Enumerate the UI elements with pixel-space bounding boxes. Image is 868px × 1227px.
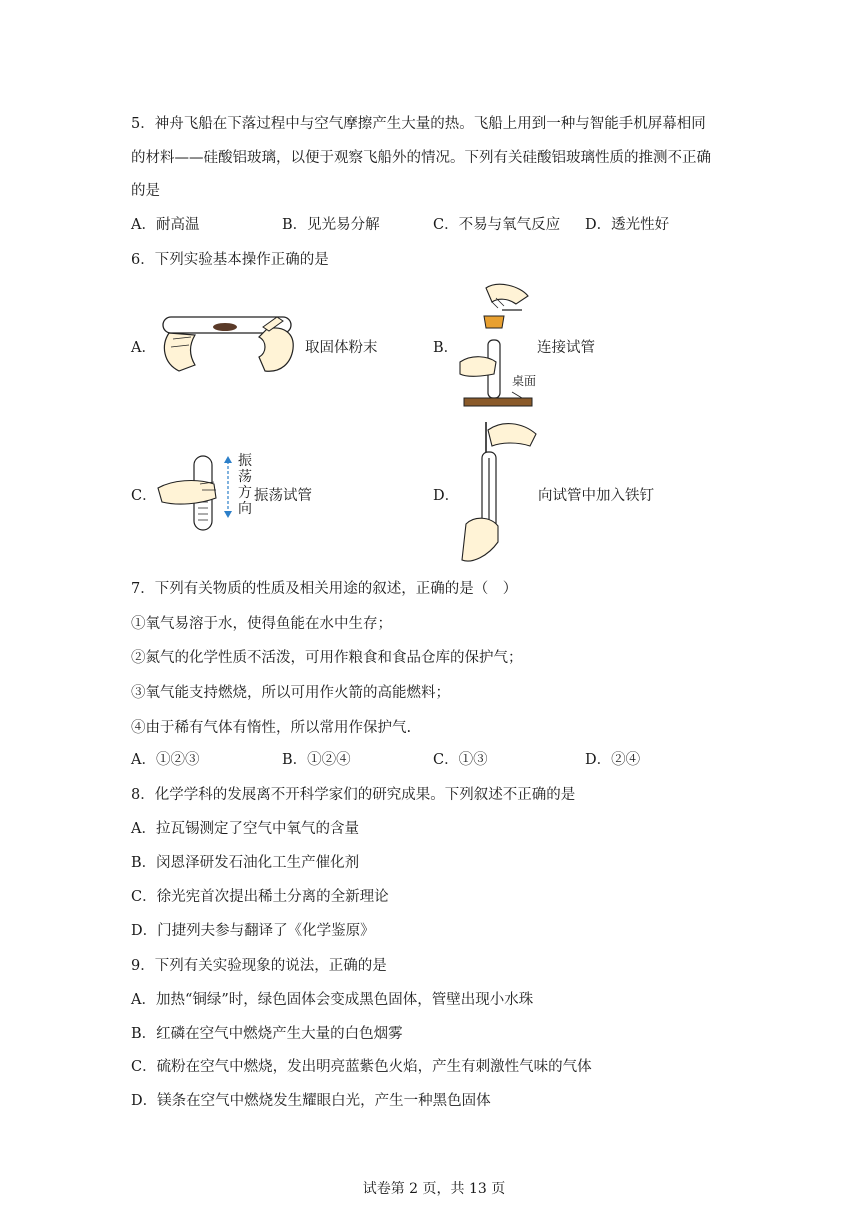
q7-item-3: ③氧气能支持燃烧，所以可用作火箭的高能燃料； [131,685,450,701]
q9-stem: 9．下列有关实验现象的说法，正确的是 [131,958,387,974]
q6-option-c-caption: 振荡试管 [254,488,312,504]
shake-direction-char: 振 [238,453,252,469]
q6-option-a-letter: A． [131,340,156,356]
shake-direction-label [238,453,252,517]
stopper-tube-illustration [458,282,538,410]
q7-item-2: ②氮气的化学性质不活泼，可用作粮食和食品仓库的保护气； [131,650,523,666]
q5-stem-line-3: 的是 [131,183,160,199]
q6-stem: 6．下列实验基本操作正确的是 [131,252,329,268]
q8-stem: 8．化学学科的发展离不开科学家们的研究成果。下列叙述不正确的是 [131,787,576,803]
q7-option-a: A．①②③ [131,752,200,768]
shake-direction-char: 向 [238,501,252,517]
q8-option-a: A．拉瓦锡测定了空气中氧气的含量 [131,821,359,837]
q5-options [131,215,731,235]
q7-item-1: ①氧气易溶于水，使得鱼能在水中生存； [131,616,392,632]
q5-stem-line-1: 5．神舟飞船在下落过程中与空气摩擦产生大量的热。飞船上用到一种与智能手机屏幕相同 [131,116,706,132]
desk-label: 桌面 [512,374,537,388]
q7-option-d: D．②④ [585,752,641,768]
q8-option-b: B．闵恩泽研发石油化工生产催化剂 [131,855,360,871]
q9-option-d: D．镁条在空气中燃烧发生耀眼白光，产生一种黑色固体 [131,1093,491,1109]
shake-direction-char: 荡 [238,469,252,485]
q8-option-d: D．门捷列夫参与翻译了《化学鉴原》 [131,923,375,939]
q7-item-4: ④由于稀有气体有惰性，所以常用作保护气. [131,720,412,736]
q6-option-a-caption: 取固体粉末 [305,340,378,356]
q7-option-b: B．①②④ [282,752,351,768]
q6-option-d-caption: 向试管中加入铁钉 [538,488,654,504]
q6-option-c-letter: C． [131,488,157,504]
q5-option-d: D．透光性好 [585,217,670,233]
q9-option-c: C．硫粉在空气中燃烧，发出明亮蓝紫色火焰，产生有刺激性气味的气体 [131,1059,592,1075]
page-footer: 试卷第 2 页，共 13 页 [362,1181,506,1197]
shake-direction-arrow-icon [223,455,233,519]
q5-option-c: C．不易与氧气反应 [433,217,561,233]
q6-option-d-letter: D． [433,488,460,504]
q7-stem: 7．下列有关物质的性质及相关用途的叙述，正确的是（ ） [131,581,518,597]
q6-option-b-letter: B． [433,340,459,356]
q8-option-c: C．徐光宪首次提出稀土分离的全新理论 [131,889,389,905]
q6-option-b-caption: 连接试管 [537,340,595,356]
q9-option-a: A．加热“铜绿”时，绿色固体会变成黑色固体，管壁出现小水珠 [131,992,534,1008]
q5-option-a: A．耐高温 [131,217,200,233]
q5-option-b: B．见光易分解 [282,217,380,233]
tube-horizontal-illustration [155,305,300,377]
shake-direction-char: 方 [238,485,252,501]
q7-options [131,750,731,770]
q7-option-c: C．①③ [433,752,488,768]
nail-into-tube-illustration [458,416,540,566]
q5-stem-line-2: 的材料——硅酸铝玻璃，以便于观察飞船外的情况。下列有关硅酸铝玻璃性质的推测不正确 [131,150,711,166]
q9-option-b: B．红磷在空气中燃烧产生大量的白色烟雾 [131,1026,403,1042]
